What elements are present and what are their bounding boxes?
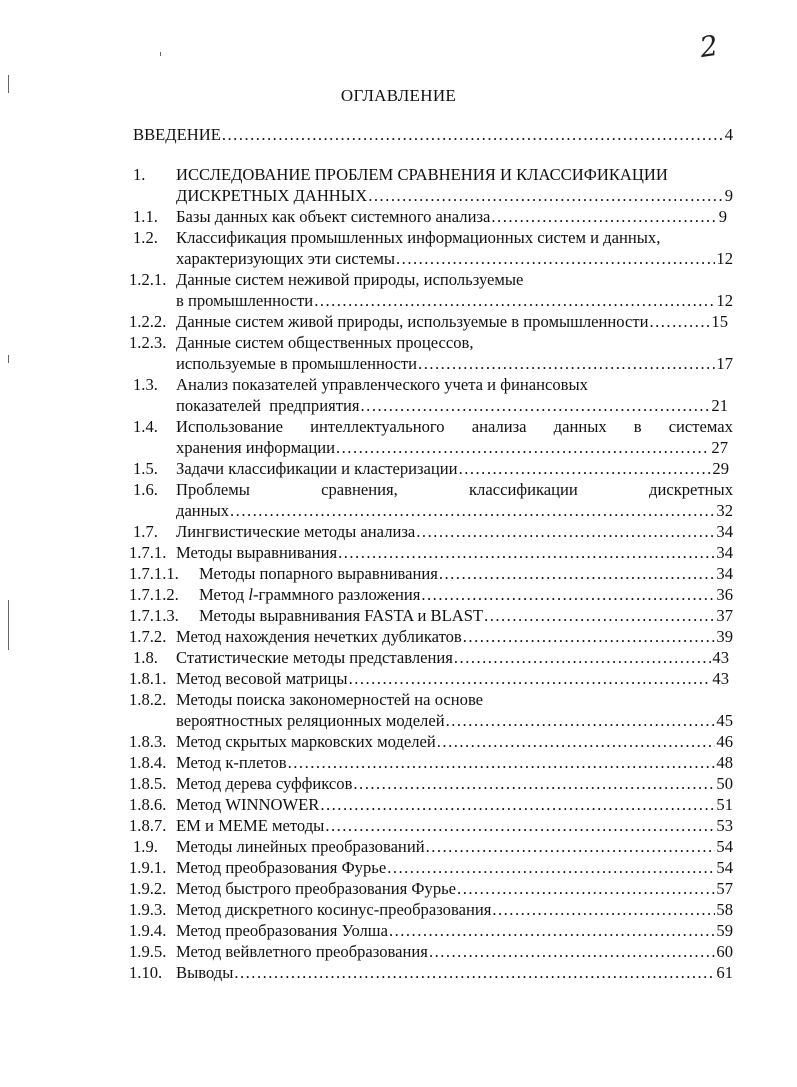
leader-dots: [418, 353, 715, 374]
toc-number: 1.7.1.1.: [129, 564, 179, 583]
toc-number: 1.8.5.: [129, 774, 167, 793]
toc-entry-label: Методы выравнивания FASTA и BLAST: [199, 606, 484, 625]
toc-entry-1-7-1-2[interactable]: [199, 584, 733, 605]
toc-number: 1.2.: [133, 228, 158, 247]
toc-number: 1.2.3.: [129, 333, 167, 352]
toc-entry-1-8[interactable]: [176, 647, 729, 668]
toc-number: 1.1.: [133, 207, 158, 226]
toc-entry-ch1[interactable]: [176, 185, 733, 206]
toc-page-number: 32: [716, 501, 733, 520]
leader-dots: [349, 668, 712, 689]
toc-number: 1.7.1.3.: [129, 606, 179, 625]
toc-entry-label: Метод WINNOWER: [176, 795, 320, 814]
toc-entry-label: ДИСКРЕТНЫХ ДАННЫХ: [176, 186, 368, 205]
toc-entry-1-2-2[interactable]: [176, 311, 728, 332]
toc-number: 1.7.2.: [129, 627, 167, 646]
toc-page-number: 57: [716, 879, 733, 898]
toc-entry-1-8-7[interactable]: [176, 815, 733, 836]
toc-number: 1.8.1.: [129, 669, 167, 688]
toc-page-number: 34: [716, 543, 733, 562]
toc-entry-line: [176, 416, 733, 437]
toc-page-number: 60: [716, 942, 733, 961]
toc-entry-1-9-2[interactable]: [176, 878, 733, 899]
toc-number: 1.2.1.: [129, 270, 167, 289]
leader-dots: [457, 878, 715, 899]
leader-dots: [439, 563, 716, 584]
toc-entry-label: Базы данных как объект системного анализа: [176, 207, 491, 226]
leader-dots: [353, 773, 715, 794]
scan-mark: [8, 355, 9, 363]
toc-entry-line: Анализ показателей управленческого учета и финансовых: [176, 375, 588, 394]
toc-entry-1-8-4[interactable]: [176, 752, 733, 773]
leader-dots: [463, 626, 716, 647]
toc-page-number: 34: [716, 564, 733, 583]
toc-entry-1-7-1-1[interactable]: [199, 563, 733, 584]
toc-entry-line: Данные систем неживой природы, используемые: [176, 270, 524, 289]
toc-entry-1-9-5[interactable]: [176, 941, 733, 962]
toc-entry-label: Задачи классификации и кластеризации: [176, 459, 458, 478]
leader-dots: [336, 437, 710, 458]
toc-entry-label: Данные систем живой природы, используемые в промышленности: [176, 312, 649, 331]
leader-dots: [429, 941, 715, 962]
toc-number: 1.9.1.: [129, 858, 167, 877]
toc-number: 1.8.4.: [129, 753, 167, 772]
toc-number: 1.8.2.: [129, 690, 167, 709]
toc-entry-1-7[interactable]: [176, 521, 733, 542]
toc-entry-1-9[interactable]: [176, 836, 733, 857]
toc-entry-1-5[interactable]: [176, 458, 729, 479]
leader-dots: [396, 248, 715, 269]
toc-entry-1-9-1[interactable]: [176, 857, 733, 878]
leader-dots: [361, 395, 711, 416]
toc-entry-1-1[interactable]: [176, 206, 727, 227]
toc-entry-line: Методы поиска закономерностей на основе: [176, 690, 484, 709]
leader-dots: [484, 605, 715, 626]
toc-page-number: 36: [716, 585, 733, 604]
toc-number: 1.7.1.: [129, 543, 167, 562]
toc-page-number: 34: [716, 522, 733, 541]
toc-entry-line: ИССЛЕДОВАНИЕ ПРОБЛЕМ СРАВНЕНИЯ И КЛАССИФИКАЦИИ: [176, 165, 668, 184]
toc-entry-1-6[interactable]: [176, 500, 733, 521]
toc-word: Проблемы: [176, 480, 250, 499]
toc-entry-label: Методы попарного выравнивания: [199, 564, 438, 583]
toc-entry-1-2-3[interactable]: [176, 353, 733, 374]
toc-entry-label: хранения информации: [176, 438, 335, 457]
leader-dots: [222, 124, 724, 145]
toc-page-number: 9: [724, 186, 733, 205]
leader-dots: [446, 710, 716, 731]
toc-page-number: 50: [716, 774, 733, 793]
toc-page-number: 27: [711, 438, 728, 457]
toc-entry-1-7-2[interactable]: [176, 626, 733, 647]
toc-page-number: 9: [718, 207, 727, 226]
toc-word: дискретных: [649, 480, 733, 499]
toc-entry-line: [176, 479, 733, 500]
toc-page-number: 48: [716, 753, 733, 772]
leader-dots: [459, 458, 712, 479]
toc-number: 1.7.1.2.: [129, 585, 179, 604]
toc-entry-1-2[interactable]: [176, 248, 733, 269]
toc-entry-1-10[interactable]: [176, 962, 733, 983]
leader-dots: [234, 962, 715, 983]
leader-dots: [416, 521, 715, 542]
toc-page-number: 54: [716, 858, 733, 877]
toc-number: 1.: [133, 165, 146, 184]
toc-entry-line: Данные систем общественных процессов,: [176, 333, 474, 352]
leader-dots: [421, 584, 715, 605]
toc-entry-label: ВВЕДЕНИЕ: [133, 125, 221, 144]
toc-page-number: 61: [716, 963, 733, 982]
toc-entry-label: Метод преобразования Уолша: [176, 921, 388, 940]
toc-entry-label: в промышленности: [176, 291, 314, 310]
toc-entry-1-7-1-3[interactable]: [199, 605, 733, 626]
toc-text-part: Метод: [199, 585, 249, 604]
leader-dots: [288, 752, 716, 773]
toc-page-number: 21: [711, 396, 728, 415]
toc-entry-label: Метод скрытых марковских моделей: [176, 732, 436, 751]
toc-number: 1.8.: [133, 648, 158, 667]
toc-word: анализа: [471, 417, 527, 436]
toc-word: интеллектуального: [310, 417, 445, 436]
toc-entry-1-8-5[interactable]: [176, 773, 733, 794]
toc-page-number: 53: [716, 816, 733, 835]
toc-page-number: 45: [716, 711, 733, 730]
toc-page-number: 51: [716, 795, 733, 814]
toc-page-number: 54: [716, 837, 733, 856]
leader-dots: [325, 815, 715, 836]
toc-number: 1.4.: [133, 417, 158, 436]
toc-entry-1-8-6[interactable]: [176, 794, 733, 815]
toc-number: 1.8.7.: [129, 816, 167, 835]
toc-entry-intro[interactable]: [133, 124, 733, 145]
leader-dots: [320, 794, 715, 815]
toc-entry-label: Статистические методы представления: [176, 648, 453, 667]
toc-entry-1-2-1[interactable]: [176, 290, 733, 311]
leader-dots: [389, 920, 715, 941]
toc-entry-label: Методы выравнивания: [176, 543, 338, 562]
toc-number: 1.2.2.: [129, 312, 167, 331]
toc-number: 1.8.6.: [129, 795, 167, 814]
toc-entry-label: показателей предприятия: [176, 396, 360, 415]
toc-entry-1-9-4[interactable]: [176, 920, 733, 941]
toc-entry-label: Лингвистические методы анализа: [176, 522, 416, 541]
toc-entry-label: Выводы: [176, 963, 234, 982]
toc-page-number: 43: [712, 669, 729, 688]
toc-page-number: 29: [712, 459, 729, 478]
toc-word: Использование: [176, 417, 284, 436]
toc-entry-1-8-1[interactable]: [176, 668, 729, 689]
toc-text-part: -граммного разложения: [252, 585, 421, 604]
toc-entry-label: Метод дискретного косинус-преобразования: [176, 900, 492, 919]
leader-dots: [338, 542, 715, 563]
leader-dots: [314, 290, 715, 311]
toc-entry-label: Метод к-плетов: [176, 753, 287, 772]
toc-entry-1-8-2[interactable]: [176, 710, 733, 731]
toc-entry-label: Метод преобразования Фурье: [176, 858, 387, 877]
toc-entry-label: используемые в промышленности: [176, 354, 418, 373]
leader-dots: [426, 836, 716, 857]
toc-entry-1-9-3[interactable]: [176, 899, 733, 920]
leader-dots: [387, 857, 715, 878]
toc-entry-1-3[interactable]: [176, 395, 728, 416]
toc-word: в: [633, 417, 642, 436]
toc-number: 1.3.: [133, 375, 158, 394]
scan-mark: [8, 600, 9, 650]
leader-dots: [649, 311, 710, 332]
toc-page-number: 12: [716, 291, 733, 310]
toc-entry-label: Метод вейвлетного преобразования: [176, 942, 428, 961]
toc-entry-label: Метод весовой матрицы: [176, 669, 348, 688]
toc-page-number: 17: [716, 354, 733, 373]
toc-page-number: 12: [716, 249, 733, 268]
leader-dots: [368, 185, 723, 206]
toc-entry-label: [199, 584, 420, 605]
toc-page-number: 15: [711, 312, 728, 331]
toc-entry-1-8-3[interactable]: [176, 731, 733, 752]
toc-number: 1.10.: [129, 963, 163, 982]
toc-entry-label: EM и MEME методы: [176, 816, 325, 835]
toc-page-number: 46: [716, 732, 733, 751]
leader-dots: [454, 647, 712, 668]
toc-number: 1.7.: [133, 522, 158, 541]
toc-entry-label: характеризующих эти системы: [176, 249, 396, 268]
toc-title: ОГЛАВЛЕНИЕ: [340, 86, 457, 105]
toc-word: классификации: [469, 480, 578, 499]
toc-entry-1-4[interactable]: [176, 437, 728, 458]
toc-entry-label: Метод нахождения нечетких дубликатов: [176, 627, 462, 646]
toc-number: 1.9.: [133, 837, 158, 856]
leader-dots: [437, 731, 716, 752]
toc-page-number: 59: [716, 921, 733, 940]
toc-word: данных: [553, 417, 607, 436]
toc-entry-label: Метод дерева суффиксов: [176, 774, 353, 793]
handwritten-page-number: 2: [697, 28, 721, 65]
toc-number: 1.9.5.: [129, 942, 167, 961]
toc-entry-1-7-1[interactable]: [176, 542, 733, 563]
toc-word: системах: [668, 417, 733, 436]
toc-page-number: 37: [716, 606, 733, 625]
toc-number: 1.9.3.: [129, 900, 167, 919]
toc-entry-label: данных: [176, 501, 230, 520]
toc-entry-label: вероятностных реляционных моделей: [176, 711, 445, 730]
toc-entry-line: Классификация промышленных информационных систем и данных,: [176, 228, 661, 247]
toc-number: 1.8.3.: [129, 732, 167, 751]
toc-text-italic: l: [248, 585, 253, 604]
toc-page-number: 58: [716, 900, 733, 919]
toc-number: 1.5.: [133, 459, 158, 478]
toc-page-number: 39: [716, 627, 733, 646]
scan-mark: [160, 52, 161, 56]
leader-dots: [230, 500, 715, 521]
leader-dots: [491, 206, 717, 227]
toc-page-number: 4: [724, 125, 733, 144]
toc-word: сравнения,: [321, 480, 398, 499]
toc-number: 1.6.: [133, 480, 158, 499]
leader-dots: [492, 899, 715, 920]
toc-page-number: 43: [712, 648, 729, 667]
toc-number: 1.9.2.: [129, 879, 167, 898]
toc-entry-label: Методы линейных преобразований: [176, 837, 425, 856]
toc-number: 1.9.4.: [129, 921, 167, 940]
toc-entry-label: Метод быстрого преобразования Фурье: [176, 879, 457, 898]
